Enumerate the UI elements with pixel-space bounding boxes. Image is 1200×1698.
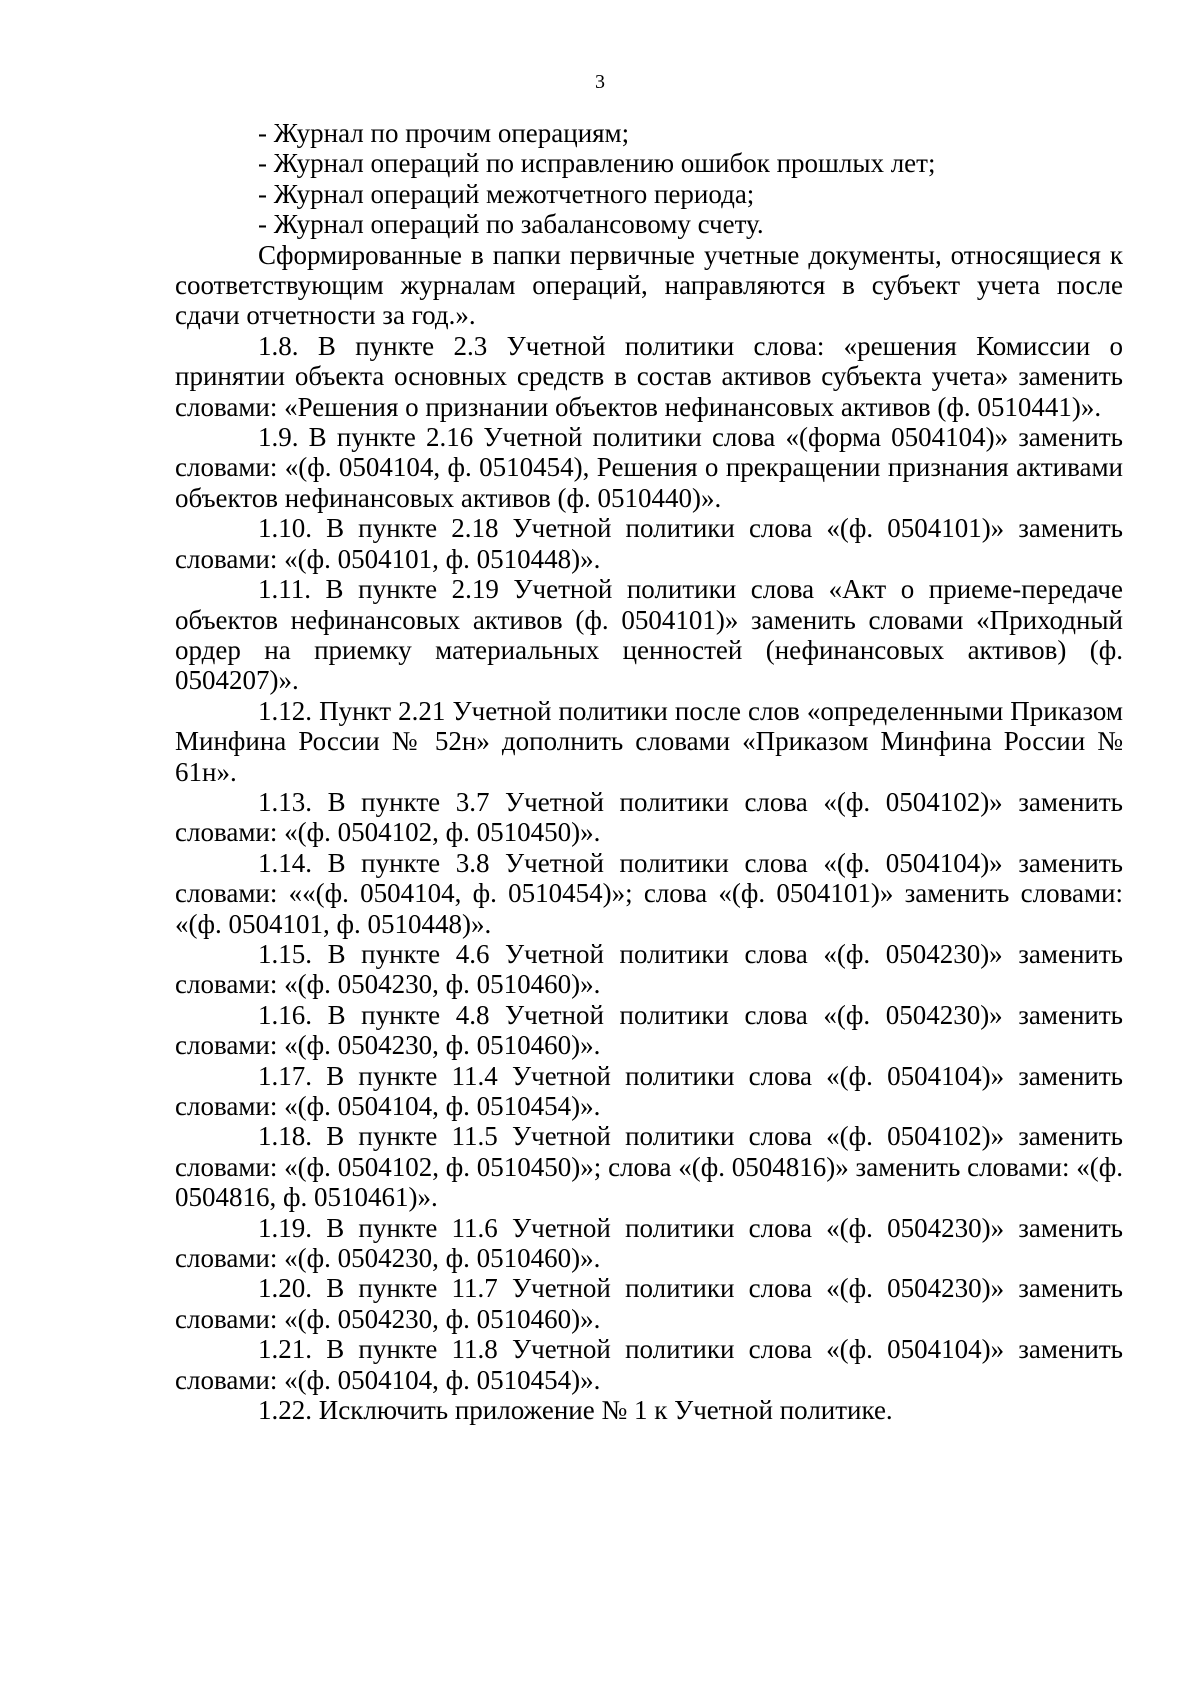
paragraph-1-20: 1.20. В пункте 11.7 Учетной политики слова «(ф. 0504230)» заменить словами: «(ф. 0504230, ф. 0510460)».: [175, 1273, 1123, 1334]
document-body: [175, 118, 1123, 1425]
paragraph-1-11: 1.11. В пункте 2.19 Учетной политики слова «Акт о приеме-передаче объектов нефинансовых активов (ф. 0504101)» заменить словами «Приходный ордер на приемку материальных ценностей (нефинансовых активов) (ф. 0504207)».: [175, 574, 1123, 696]
paragraph-1-12: 1.12. Пункт 2.21 Учетной политики после слов «определенными Приказом Минфина России № 52н» дополнить словами «Приказом Минфина России № 61н».: [175, 695, 1123, 787]
paragraph-1-9: 1.9. В пункте 2.16 Учетной политики слова «(форма 0504104)» заменить словами: «(ф. 0504104, ф. 0510454), Решения о прекращении признания активами объектов нефинансовых активов (ф. 0510440)».: [175, 422, 1123, 513]
paragraph-1-10: 1.10. В пункте 2.18 Учетной политики слова «(ф. 0504101)» заменить словами: «(ф. 0504101, ф. 0510448)».: [175, 513, 1123, 574]
paragraph-1-15: 1.15. В пункте 4.6 Учетной политики слова «(ф. 0504230)» заменить словами: «(ф. 0504230, ф. 0510460)».: [175, 938, 1123, 1000]
paragraph-intro: Сформированные в папки первичные учетные документы, относящиеся к соответствующим журналам операций, направляются в субъект учета после сдачи отчетности за год.».: [175, 239, 1123, 331]
paragraph-1-19: 1.19. В пункте 11.6 Учетной политики слова «(ф. 0504230)» заменить словами: «(ф. 0504230, ф. 0510460)».: [175, 1212, 1123, 1274]
list-item: - Журнал операций межотчетного периода;: [258, 178, 755, 209]
paragraph-1-13: 1.13. В пункте 3.7 Учетной политики слова «(ф. 0504102)» заменить словами: «(ф. 0504102, ф. 0510450)».: [175, 786, 1123, 848]
paragraph-1-18: 1.18. В пункте 11.5 Учетной политики слова «(ф. 0504102)» заменить словами: «(ф. 0504102, ф. 0510450)»; слова «(ф. 0504816)» заменить словами: «(ф. 0504816, ф. 0510461)».: [175, 1121, 1123, 1213]
list-item: - Журнал операций по исправлению ошибок прошлых лет;: [258, 148, 936, 179]
paragraph-1-14: 1.14. В пункте 3.8 Учетной политики слова «(ф. 0504104)» заменить словами: ««(ф. 0504104, ф. 0510454)»; слова «(ф. 0504101)» заменить словами: «(ф. 0504101, ф. 0510448)».: [175, 847, 1123, 939]
paragraph-1-16: 1.16. В пункте 4.8 Учетной политики слова «(ф. 0504230)» заменить словами: «(ф. 0504230, ф. 0510460)».: [175, 999, 1123, 1061]
list-item: - Журнал операций по забалансовому счету.: [258, 209, 764, 240]
paragraph-1-21: 1.21. В пункте 11.8 Учетной политики слова «(ф. 0504104)» заменить словами: «(ф. 0504104, ф. 0510454)».: [175, 1334, 1123, 1395]
page-number: 3: [595, 71, 605, 93]
paragraph-1-17: 1.17. В пункте 11.4 Учетной политики слова «(ф. 0504104)» заменить словами: «(ф. 0504104, ф. 0510454)».: [175, 1060, 1123, 1121]
paragraph-1-22: 1.22. Исключить приложение № 1 к Учетной политике.: [258, 1395, 893, 1426]
paragraph-1-8: 1.8. В пункте 2.3 Учетной политики слова: «решения Комиссии о принятии объекта основных средств в состав активов субъекта учета» заменить словами: «Решения о признании объектов нефинансовых активов (ф. 0510441)».: [175, 330, 1123, 422]
list-item: - Журнал по прочим операциям;: [258, 118, 630, 148]
